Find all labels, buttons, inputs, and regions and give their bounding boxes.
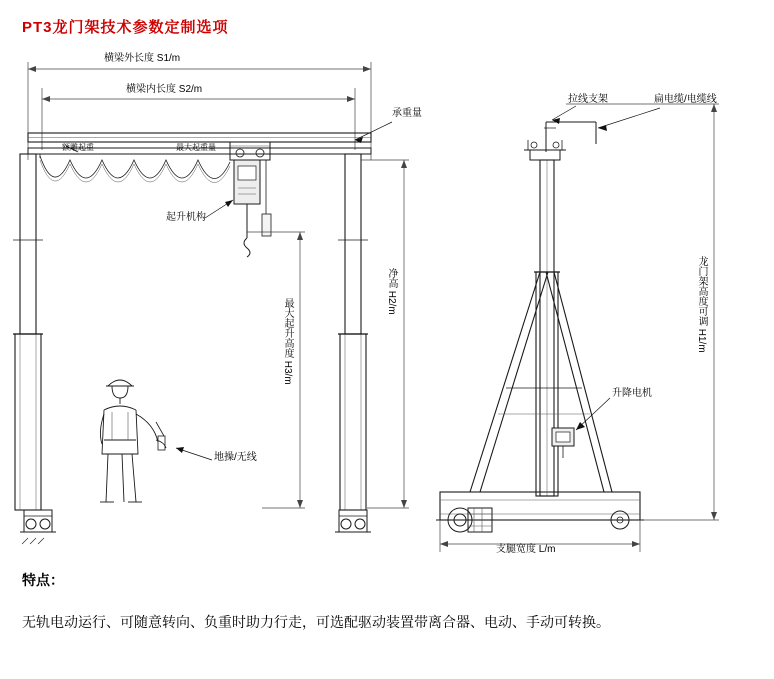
label-ground-control: 地操/无线 <box>214 452 257 463</box>
label-flat-cable: 扁电缆/电缆线 <box>654 94 717 105</box>
page-title: PT3龙门架技术参数定制选项 <box>22 19 229 36</box>
features-text: 无轨电动运行、可随意转向、负重时助力行走，可选配驱动装置带离合器、电动、手动可转换。 <box>22 614 610 630</box>
label-beam-inner-length: 横梁内长度 S2/m <box>126 84 203 95</box>
label-gantry-height-adjust: 龙门架高度可调 H1/m <box>696 256 707 353</box>
label-max-lift-height: 最大起升高度 H3/m <box>282 298 293 385</box>
label-support-width: 支腿宽度 L/m <box>496 544 556 555</box>
label-load-capacity: 承重量 <box>392 108 422 119</box>
label-beam-outer-length: 横梁外长度 S1/m <box>104 53 181 64</box>
label-hoist-mechanism: 起升机构 <box>166 212 206 223</box>
features-heading: 特点： <box>22 572 64 588</box>
label-rated-load: 额雕起重 <box>62 143 94 152</box>
label-lifting-motor: 升降电机 <box>612 388 652 399</box>
label-max-load: 最大起重量 <box>176 143 216 152</box>
label-clear-height: 净高 H2/m <box>386 268 397 315</box>
label-cable-bracket: 拉线支架 <box>568 94 608 105</box>
